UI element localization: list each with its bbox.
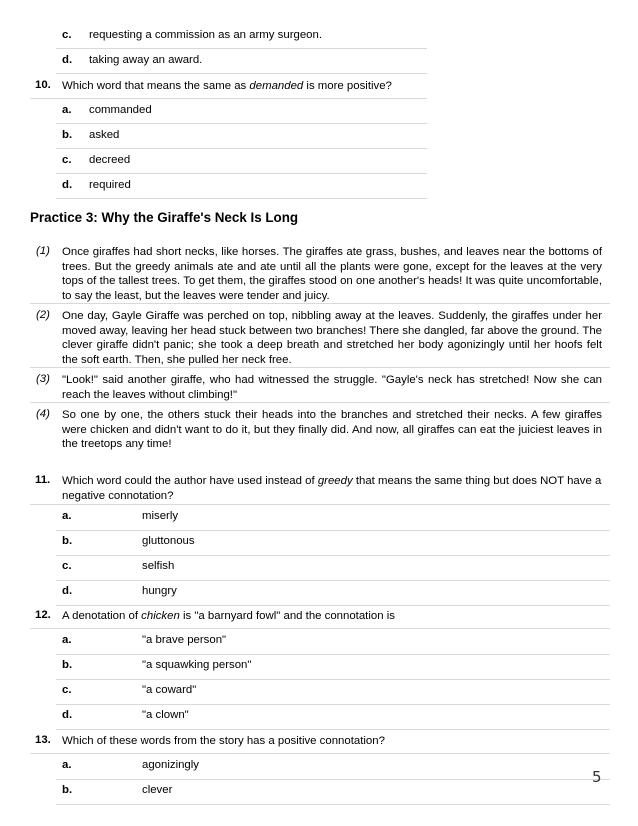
q10-option-d	[56, 174, 427, 199]
paragraph-text: "Look!" said another giraffe, who had witnessed the struggle. "Gayle's neck has stretched! Now she can reach the leaves without climbing!"	[62, 374, 602, 401]
option-letter: a.	[62, 759, 72, 771]
option-letter: c.	[62, 29, 72, 41]
story-paragraph-2	[30, 304, 610, 368]
option-letter: c.	[62, 560, 72, 572]
option-text: selfish	[142, 560, 175, 572]
option-text: gluttonous	[142, 535, 195, 547]
q12-option-c	[56, 679, 610, 705]
paragraph-number: (4)	[36, 408, 50, 420]
question-number: 10.	[35, 79, 51, 91]
q11-option-c	[56, 555, 610, 581]
option-letter: d.	[62, 709, 73, 721]
story-paragraph-1	[30, 240, 610, 304]
option-text: commanded	[89, 104, 152, 116]
paragraph-number: (2)	[36, 309, 50, 321]
paragraph-text: One day, Gayle Giraffe was perched on top, nibbling away at the leaves. Suddenly, the giraffes under her moved away, leaving her head stuck between two branches! There she dangled, far above the ground. The clever giraffe didn't panic; she took a deep breath and stretched her body agonizingly until her hoofs felt the soft earth. Then, she pulled her neck free.	[62, 310, 602, 366]
question-number: 12.	[35, 609, 51, 621]
q11-option-d	[56, 580, 610, 606]
option-text: hungry	[142, 585, 177, 597]
q10-option-a	[56, 99, 427, 124]
page-number: 5	[592, 768, 602, 786]
option-letter: b.	[62, 535, 73, 547]
option-letter: b.	[62, 659, 73, 671]
question-text: A denotation of chicken is "a barnyard fowl" and the connotation is	[62, 610, 395, 622]
option-text: agonizingly	[142, 759, 199, 771]
q10-option-c	[56, 149, 427, 174]
question-text: Which word could the author have used instead of greedy that means the same thing but does NOT have a negative connotation?	[62, 475, 602, 502]
option-text: clever	[142, 784, 173, 796]
option-text: "a brave person"	[142, 634, 227, 646]
q12-option-a	[56, 629, 610, 655]
q11-option-a	[56, 505, 610, 531]
option-text: decreed	[89, 154, 131, 166]
option-letter: a.	[62, 634, 72, 646]
option-letter: a.	[62, 104, 72, 116]
q9-option-c	[56, 24, 427, 49]
option-letter: b.	[62, 784, 73, 796]
story-paragraph-3	[30, 368, 610, 403]
q12-option-b	[56, 654, 610, 680]
q11-option-b	[56, 530, 610, 556]
option-text: "a coward"	[142, 684, 197, 696]
paragraph-number: (1)	[36, 245, 50, 257]
option-text: requesting a commission as an army surgeon.	[89, 29, 322, 41]
question-13	[30, 729, 610, 754]
question-text: Which of these words from the story has a positive connotation?	[62, 735, 385, 747]
option-text: "a clown"	[142, 709, 189, 721]
option-letter: d.	[62, 179, 73, 191]
paragraph-text: So one by one, the others stuck their heads into the branches and stretched their necks. A few giraffes were chicken and didn't want to do it, but they finally did. And now, all giraffes can eat the juiciest leaves in the treetops any time!	[62, 409, 602, 451]
q12-option-d	[56, 704, 610, 730]
option-text: "a squawking person"	[142, 659, 252, 671]
option-text: miserly	[142, 510, 179, 522]
option-letter: b.	[62, 129, 73, 141]
option-letter: a.	[62, 510, 72, 522]
question-11	[30, 469, 610, 505]
option-letter: c.	[62, 684, 72, 696]
practice-heading: Practice 3: Why the Giraffe's Neck Is Long	[30, 210, 299, 225]
option-text: required	[89, 179, 131, 191]
question-number: 11.	[35, 474, 51, 486]
option-text: taking away an award.	[89, 54, 203, 66]
q9-option-d	[56, 49, 427, 74]
question-12	[30, 604, 610, 629]
question-text: Which word that means the same as demanded is more positive?	[62, 80, 392, 92]
question-10	[30, 74, 427, 99]
q10-option-b	[56, 124, 427, 149]
q13-option-b	[56, 779, 610, 805]
question-number: 13.	[35, 734, 51, 746]
option-letter: d.	[62, 54, 73, 66]
story-paragraph-4	[30, 403, 610, 455]
paragraph-text: Once giraffes had short necks, like horses. The giraffes ate grass, bushes, and leaves near the bottoms of trees. But the greedy animals ate and ate until all the plants were gone, except for the leaves at the very tops of the tallest trees. To get them, the giraffes stood on one another's heads! It was quite uncomfortable, to say the least, but the leaves were tender and juicy.	[62, 246, 602, 302]
option-letter: c.	[62, 154, 72, 166]
q13-option-a	[56, 754, 610, 780]
option-text: asked	[89, 129, 120, 141]
option-letter: d.	[62, 585, 73, 597]
paragraph-number: (3)	[36, 373, 50, 385]
